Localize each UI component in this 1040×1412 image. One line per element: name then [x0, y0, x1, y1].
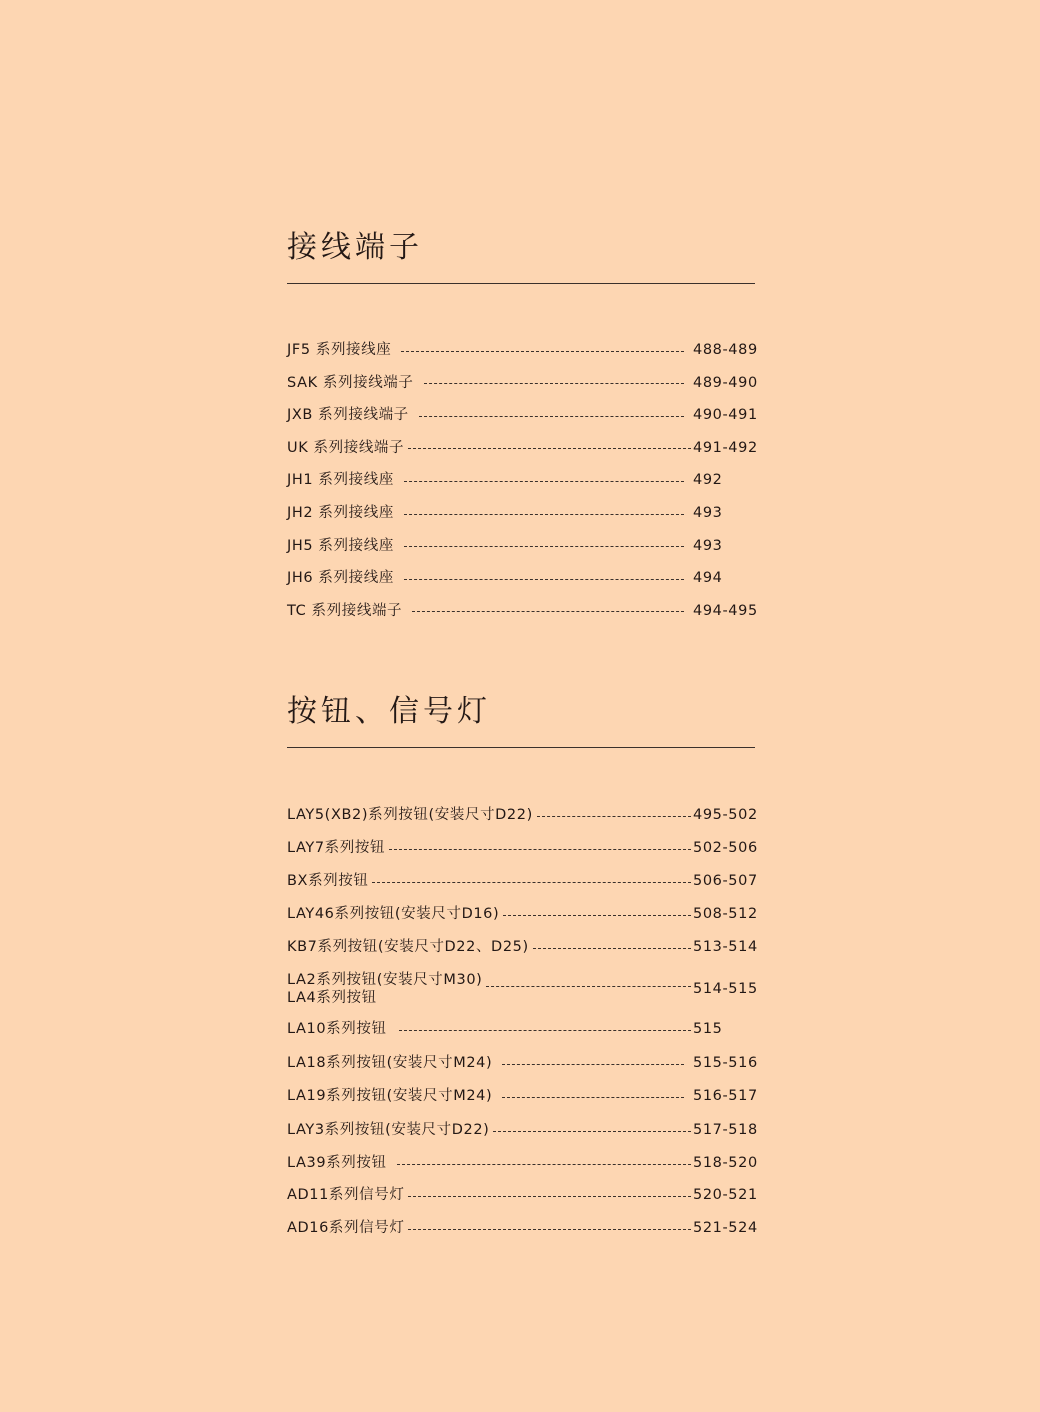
toc-entry[interactable] — [287, 1087, 756, 1105]
toc-entry[interactable] — [287, 1219, 756, 1237]
toc-entry-pages: 490-491 — [693, 407, 758, 424]
toc-entry-pages: 516-517 — [693, 1088, 758, 1104]
dot-leader — [404, 481, 684, 482]
toc-entry[interactable] — [287, 374, 756, 392]
toc-entry-pages: 488-489 — [693, 342, 758, 358]
dot-leader — [503, 915, 691, 916]
toc-entry-name: TC 系列接线端子 — [287, 602, 403, 619]
toc-entry-name: LAY46系列按钮(安装尺寸D16) — [287, 906, 500, 922]
toc-entry-name: UK 系列接线端子 — [287, 439, 405, 456]
toc-entry-pages: 491-492 — [693, 439, 758, 456]
toc-entry-name: SAK 系列接线端子 — [287, 374, 414, 391]
dot-leader — [419, 416, 684, 417]
toc-entry[interactable] — [287, 839, 756, 857]
toc-entry-name: LAY5(XB2)系列按钮(安装尺寸D22) — [287, 807, 533, 823]
toc-section-terminals — [287, 226, 758, 619]
toc-entry[interactable] — [287, 938, 756, 956]
toc-entry[interactable] — [287, 971, 756, 1007]
toc-section-buttons-lights — [287, 690, 758, 1236]
toc-entry-name: LA18系列按钮(安装尺寸M24) — [287, 1055, 493, 1071]
toc-entry-pages: 489-490 — [693, 374, 758, 391]
toc-entry-pages: 495-502 — [693, 807, 758, 823]
toc-entry[interactable] — [287, 1054, 756, 1072]
toc-entry[interactable] — [287, 1186, 756, 1204]
toc-entry-name: BX系列按钮 — [287, 873, 369, 889]
toc-entry-name: LA39系列按钮 — [287, 1155, 387, 1171]
toc-entry[interactable] — [287, 806, 756, 824]
dot-leader — [404, 514, 684, 515]
dot-leader — [408, 1229, 691, 1230]
toc-entry[interactable] — [287, 905, 756, 923]
toc-entry[interactable] — [287, 569, 756, 587]
dot-leader — [408, 1196, 691, 1197]
section-divider — [287, 283, 755, 284]
toc-entry[interactable] — [287, 439, 756, 457]
toc-entry[interactable] — [287, 1121, 756, 1139]
toc-entry-name-line1: LA2系列按钮(安装尺寸M30) — [287, 972, 483, 988]
dot-leader — [389, 849, 691, 850]
toc-entry-name: LA10系列按钮 — [287, 1021, 387, 1037]
toc-entry-pages: 493 — [693, 505, 723, 521]
toc-entry[interactable] — [287, 1154, 756, 1172]
toc-entry-pages: 502-506 — [693, 840, 758, 856]
toc-entry-name: LA19系列按钮(安装尺寸M24) — [287, 1088, 493, 1104]
toc-entry-pages: 517-518 — [693, 1122, 758, 1138]
toc-entry-name: JH6 系列接线座 — [287, 570, 394, 587]
toc-entry-pages: 520-521 — [693, 1187, 758, 1203]
toc-entry-pages: 518-520 — [693, 1155, 758, 1171]
toc-entry-name: AD16系列信号灯 — [287, 1220, 405, 1236]
toc-entry[interactable] — [287, 406, 756, 424]
dot-leader — [424, 383, 684, 384]
toc-entry-pages: 492 — [693, 472, 723, 489]
toc-entry[interactable] — [287, 471, 756, 489]
toc-entry-pages: 515-516 — [693, 1055, 758, 1071]
dot-leader — [404, 546, 684, 547]
dot-leader — [412, 611, 684, 612]
toc-entry-name — [287, 971, 482, 1007]
toc-entry-name: JH1 系列接线座 — [287, 472, 394, 489]
toc-entry-pages: 515 — [693, 1021, 723, 1037]
toc-entry-pages: 514-515 — [693, 981, 758, 997]
toc-entry[interactable] — [287, 504, 756, 522]
dot-leader — [533, 948, 691, 949]
dot-leader — [404, 579, 684, 580]
toc-entry-pages: 521-524 — [693, 1220, 758, 1236]
toc-entry-name: AD11系列信号灯 — [287, 1187, 405, 1203]
toc-entry[interactable] — [287, 341, 756, 359]
toc-entry-name: LAY7系列按钮 — [287, 840, 386, 856]
dot-leader — [397, 1164, 691, 1165]
toc-entry-pages: 494 — [693, 570, 723, 587]
toc-entry-name: JF5 系列接线座 — [287, 342, 392, 358]
toc-entry-name: KB7系列按钮(安装尺寸D22、D25) — [287, 939, 529, 955]
dot-leader — [537, 816, 691, 817]
toc-entry[interactable] — [287, 1020, 756, 1038]
toc-entry-name: JH2 系列接线座 — [287, 505, 394, 521]
toc-entry-pages: 493 — [693, 537, 723, 554]
dot-leader — [408, 448, 691, 449]
toc-entry[interactable] — [287, 872, 756, 890]
dot-leader — [372, 882, 691, 883]
toc-entry-name-line2: LA4系列按钮 — [287, 990, 377, 1006]
dot-leader — [493, 1131, 691, 1132]
toc-entry[interactable] — [287, 537, 756, 555]
toc-entry-pages: 494-495 — [693, 602, 758, 619]
dot-leader — [399, 1030, 691, 1031]
toc-entry-name: JH5 系列接线座 — [287, 537, 394, 554]
toc-entry-pages: 506-507 — [693, 873, 758, 889]
toc-entry-name: JXB 系列接线端子 — [287, 407, 409, 424]
toc-entry-name: LAY3系列按钮(安装尺寸D22) — [287, 1122, 490, 1138]
toc-entry-pages: 513-514 — [693, 939, 758, 955]
dot-leader — [401, 351, 684, 352]
dot-leader — [486, 986, 691, 987]
toc-entry-pages: 508-512 — [693, 906, 758, 922]
toc-entry[interactable] — [287, 602, 756, 620]
section-divider — [287, 747, 755, 748]
section-title: 接线端子 — [287, 230, 423, 265]
section-title: 按钮、信号灯 — [287, 694, 491, 729]
dot-leader — [502, 1097, 684, 1098]
dot-leader — [502, 1064, 684, 1065]
